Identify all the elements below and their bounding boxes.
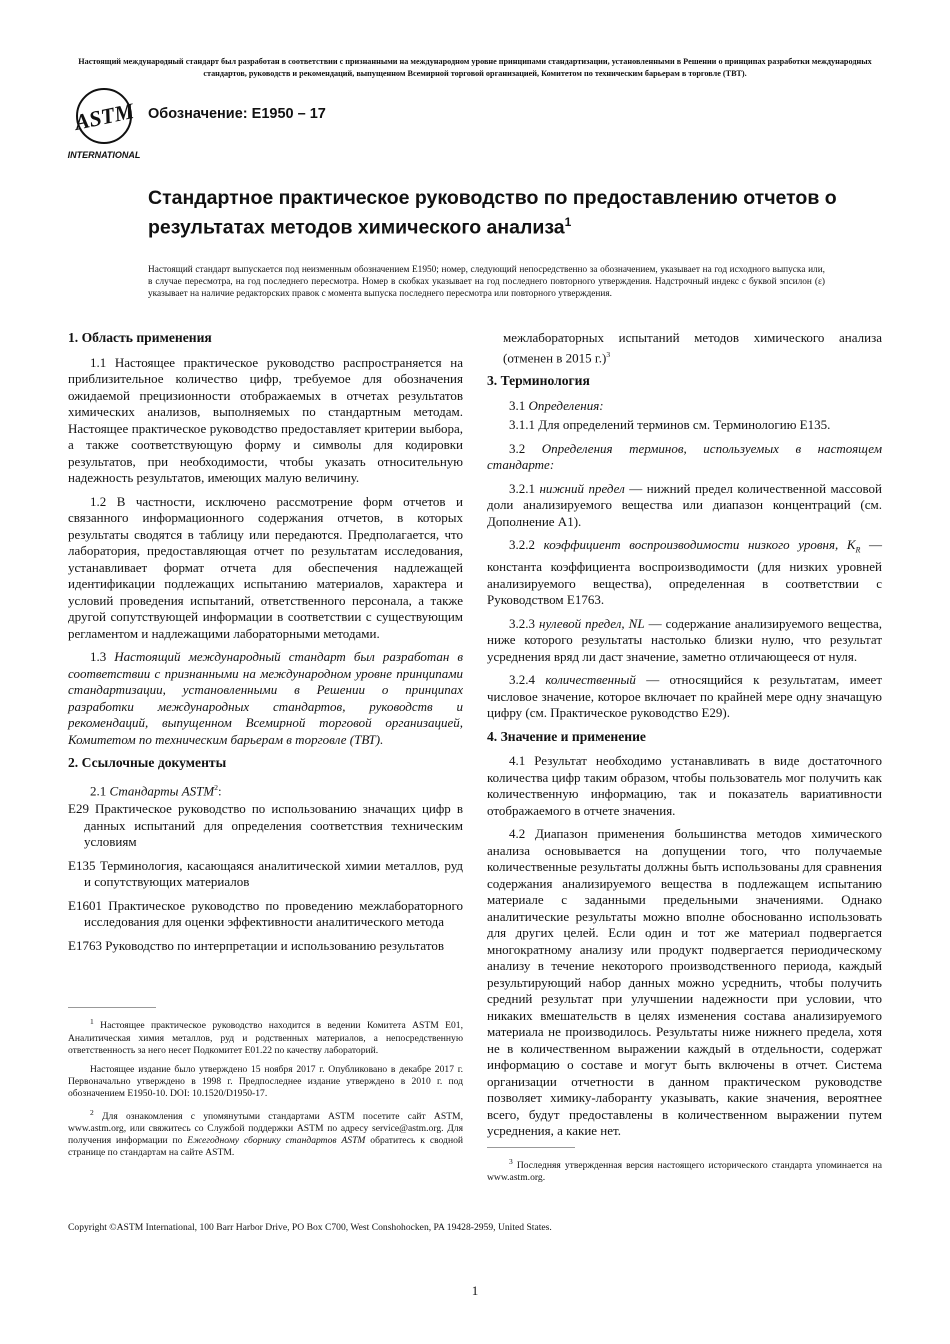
title-footnote-mark: 1 xyxy=(564,215,572,229)
issue-note: Настоящий стандарт выпускается под неизменным обозначением E1950; номер, следующий непосредственно за обозначением, указывает на год исходного выпуска или, в случае пересмотра, на год последнего пересмотра. Номер в скобках указывает на год последнего повторного утверждения. Надстрочный индекс с буквой эпсилон (ε) указывает на наличие редакторских правок с момента выпуска последнего пересмотра или повторного утверждения. xyxy=(148,265,825,299)
para-2-1-number: 2.1 xyxy=(90,782,107,798)
para-2-1-colon: : xyxy=(217,782,222,798)
para-1-1: 1.1 Настоящее практическое руководство распространяется на приблизительное количество цифр, требуемое для обозначения ожидаемой прецизионности отображаемых в отчетах результатов химических анализов, выполняемых по стандартным методам. Настоящее практическое руководство предоставляет критерии выбора, а также соответствующую форму и символы для кодировки результатов, при необходимости, чтобы указать относительную надежность результатов, имеющих малую величину. xyxy=(68,354,463,485)
footnote-divider xyxy=(68,1007,156,1008)
para-1-3 xyxy=(68,649,463,748)
para-3-2-2-text: — константа коэффициента воспроизводимости (для низких уровней анализируемого вещества), определенная в соответствии с Руководством E1763. xyxy=(487,537,883,608)
para-3-2-1-text: — нижний предел количественной массовой доли анализируемого вещества или диапазон концентраций (см. Дополнение A1). xyxy=(487,480,882,529)
para-2-1 xyxy=(68,780,463,800)
section-3-heading: 3. Терминология xyxy=(487,373,590,389)
para-3-2-number: 3.2 xyxy=(509,440,526,456)
footnote-2-text: Для ознакомления с упомянутыми стандартами ASTM посетите сайт ASTM, www.astm.org, или свяжитесь со Службой поддержки ASTM по адресу service@astm.org. Для получения информации по xyxy=(68,1110,463,1146)
ref-e1763-continued xyxy=(487,330,882,366)
para-3-2-2-subscript: R xyxy=(855,545,861,555)
para-1-2: 1.2 В частности, исключено рассмотрение форм отчетов и связанного информационного содержания отчетов, в которых результаты сводятся в таблицу или передаются. Предполагается, что лаборатория, предоставляющая отчет по результатам исследования, устанавливает формат отчета для обеспечения надлежащей идентификации подлежащих испытанию материалов, характера и условий проведения испытаний, ответственного персонала, а также другой сопутствующей информации в соответствии с существующим регламентом и надлежащими лабораторными методами. xyxy=(68,493,463,641)
section-2-heading: 2. Ссылочные документы xyxy=(68,755,227,770)
logo-international: INTERNATIONAL xyxy=(67,150,141,160)
copyright: Copyright ©ASTM International, 100 Barr Harbor Drive, PO Box C700, West Conshohocken, PA 19428-2959, United States. xyxy=(68,1222,552,1233)
right-column xyxy=(487,330,882,1191)
ref-e29: E29 Практическое руководство по использованию значащих цифр в данных испытаний для определения соответствия техническим условиям xyxy=(68,801,463,850)
ref-e1763-footnote-mark: 3 xyxy=(606,349,611,359)
para-3-2-3-term: нулевой предел, NL xyxy=(539,615,645,631)
para-3-2 xyxy=(487,441,882,474)
para-2-1-footnote-mark: 2 xyxy=(214,782,218,792)
footnote-2 xyxy=(68,1107,463,1159)
section-4-heading: 4. Значение и применение xyxy=(487,728,646,744)
para-3-2-1-term: нижний предел xyxy=(539,480,625,496)
footnote-3-number: 3 xyxy=(509,1156,513,1166)
ref-e1601: E1601 Практическое руководство по проведению межлабораторного исследования для оценки эффективности аналитического метода xyxy=(68,897,463,930)
para-3-2-3-text: — содержание анализируемого вещества, ниже которого результаты настолько близки нулю, что результат усреднения вряд ли даст значение, заметно отличающееся от нуля. xyxy=(487,615,883,664)
para-3-2-3-number: 3.2.3 xyxy=(509,615,535,631)
para-3-2-4-text: — относящийся к результатам, имеет числовое значение, которое включает по крайней мере одну значащую цифру (см. Практическое руководство E29). xyxy=(487,672,883,721)
para-3-2-4 xyxy=(487,672,882,722)
footnote-3-text: Последняя утвержденная версия настоящего исторического стандарта упоминается на www.astm.org. xyxy=(487,1160,882,1184)
para-3-1-1: 3.1.1 Для определений терминов см. Терминологию E135. xyxy=(509,417,831,433)
footnote-2-tail: обратитесь к сводной странице по стандартам на сайте ASTM. xyxy=(68,1134,464,1158)
para-1-3-number: 1.3 xyxy=(90,649,107,664)
ref-e1763-continued-text: межлабораторных испытаний методов химического анализа (отменен в 2015 г.) xyxy=(503,330,882,365)
header-notice: Настоящий международный стандарт был разработан в соответствии с признанными на международном уровне принципами стандартизации, установленными в Решении о принципах разработки международных стандартов, руководств и рекомендаций, выпущенном Всемирной торговой организацией, Комитетом по техническим барьерам в торговле (ТВТ). xyxy=(78,57,872,78)
document-title xyxy=(148,186,848,240)
designation: Обозначение: E1950 – 17 xyxy=(148,106,326,122)
footnote-1 xyxy=(68,1016,463,1056)
para-3-1-number: 3.1 xyxy=(509,397,526,413)
para-4-1: 4.1 Результат необходимо устанавливать в виде достаточного количества цифр таким образом, чтобы пользователь мог получить как количественную информацию, так и показатель вариативности отображаемого в отчете значения. xyxy=(487,753,882,818)
para-3-2-4-term: количественный xyxy=(545,672,636,688)
para-3-2-2-number: 3.2.2 xyxy=(509,537,535,553)
title-text: Стандартное практическое руководство по предоставлению отчетов о результатах методов химического анализа xyxy=(148,187,837,239)
para-4-2: 4.2 Диапазон применения большинства методов химического анализа основывается на допущении того, что получаемые количественные результаты должны быть использованы для сравнения содержания анализируемого вещества в подлежащем испытанию материале с заданными предельными значениями. Однако аналитические результаты можно вполне обоснованно использовать для других целей. Если один и тот же материал подвергается многократному анализу или продукт подвергается периодическому анализу в течение некоторого производственного периода, каждый результирующий набор данных можно усреднить, чтобы получить средний результат при улучшении надежности при условии, что никаких вмешательств в целях изменения состава анализируемого материала не производилось. Результаты ниже нижнего предела, хотя не в количественном выражении каждый в отдельности, содержат информацию о составе и могут быть включены в отчет. Система организации отчетности в данном практическом руководстве позволяет химику-лаборанту указывать, какие значения, вероятнее всего, будут предоставлены в количественном выражении путем усреднения, а какие нет. xyxy=(487,826,882,1139)
para-2-1-text: Стандарты ASTM xyxy=(109,782,215,798)
para-3-2-2-term: коэффициент воспроизводимости низкого уровня, K xyxy=(543,537,856,553)
ref-e135: E135 Терминология, касающаяся аналитической химии металлов, руд и сопутствующих материалов xyxy=(68,857,463,890)
footnote-3 xyxy=(487,1156,882,1184)
page-number: 1 xyxy=(471,1283,479,1298)
para-3-2-text: Определения терминов, используемых в настоящем стандарте: xyxy=(487,440,882,473)
footnote-2-number: 2 xyxy=(90,1107,94,1117)
footnote-1-edition: Настоящее издание было утверждено 15 ноября 2017 г. Опубликовано в декабре 2017 г. Первоначально утверждено в 1998 г. Предпоследнее издание утверждено в 2010 г. под обозначением E1950-10. DOI: 10.1520/D1950-17. xyxy=(68,1063,463,1099)
para-1-3-text: Настоящий международный стандарт был разработан в соответствии с признанными на международном уровне принципами стандартизации, установленными в Решении о принципах разработки международных стандартов, руководств и рекомендаций, выпущенном Всемирной торговой организацией, Комитетом по техническим барьерам в торговле (ТВТ). xyxy=(68,649,464,747)
footnote-1-text: Настоящее практическое руководство находится в ведении Комитета ASTM E01, Аналитическая химия металлов, руд и родственных материалов, а непосредственную ответственность за него несет Подкомитет E01.22 по качеству лабораторий. xyxy=(68,1020,464,1056)
footnote-2-italic: Ежегодному сборнику стандартов ASTM xyxy=(187,1134,366,1146)
para-3-2-2 xyxy=(487,537,882,609)
para-3-2-4-number: 3.2.4 xyxy=(509,672,535,688)
para-3-1 xyxy=(487,398,882,415)
footnote-1-number: 1 xyxy=(90,1017,94,1027)
logo-text: ASTM xyxy=(72,98,137,135)
ref-e1763: E1763 Руководство по интерпретации и использованию результатов xyxy=(68,937,445,953)
para-3-2-3 xyxy=(487,616,882,666)
left-column xyxy=(68,330,463,1166)
para-3-1-text: Определения: xyxy=(528,397,604,413)
para-3-2-1-number: 3.2.1 xyxy=(509,480,535,496)
astm-logo xyxy=(66,86,150,162)
section-1-heading: 1. Область применения xyxy=(68,330,212,345)
footnote-divider-right xyxy=(487,1147,575,1148)
para-3-2-1 xyxy=(487,481,882,531)
